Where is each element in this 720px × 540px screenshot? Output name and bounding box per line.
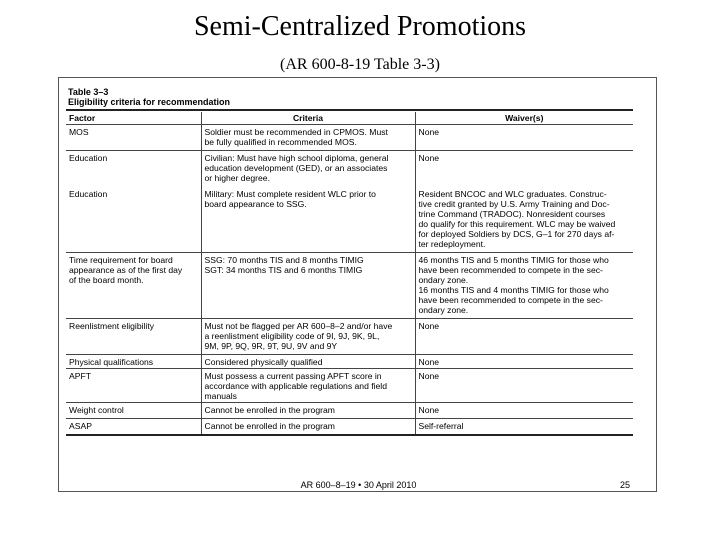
cell-waiver <box>415 369 633 403</box>
table-row <box>66 369 633 403</box>
cell-criteria: Must not be flagged per AR 600–8–2 and/or have a reenlistment eligibility code of 9I, 9J, 9K, 9L, 9M, 9P, 9Q, 9R, 9T, 9U, 9V and 9Y <box>201 319 415 355</box>
cell-factor: Reenlistment eligibility <box>66 319 201 355</box>
cell-criteria: Cannot be enrolled in the program <box>201 403 415 419</box>
table-row <box>66 355 633 369</box>
waiver-text: None <box>418 321 440 331</box>
table-row <box>66 151 633 187</box>
cell-criteria: Soldier must be recommended in CPMOS. Must be fully qualified in recommended MOS. <box>201 125 415 151</box>
cell-criteria: SSG: 70 months TIS and 8 months TIMIG SGT: 34 months TIS and 6 months TIMIG <box>201 253 415 319</box>
document-page <box>58 77 657 492</box>
cell-factor: Physical qualifications <box>66 355 201 369</box>
table-header-row <box>66 112 633 125</box>
waiver-text: None <box>418 371 440 381</box>
table-body <box>66 125 633 435</box>
cell-criteria: Military: Must complete resident WLC prior to board appearance to SSG. <box>201 187 415 253</box>
waiver-text: None <box>418 405 440 415</box>
slide-subtitle: (AR 600-8-19 Table 3-3) <box>280 56 440 73</box>
cell-factor: Education <box>69 153 108 163</box>
cell-waiver <box>415 253 633 319</box>
table-row <box>66 187 633 253</box>
cell-factor: ASAP <box>66 419 201 435</box>
table-row <box>66 419 633 435</box>
cell-factor: Time requirement for board appearance as of the first day of the board month. <box>66 253 201 319</box>
table-heading <box>68 87 230 107</box>
cell-criteria: Cannot be enrolled in the program <box>201 419 415 435</box>
table-row <box>66 319 633 355</box>
cell-waiver <box>415 151 633 187</box>
cell-factor: APFT <box>66 369 201 403</box>
cell-waiver <box>415 187 633 253</box>
cell-factor: Education <box>66 187 201 253</box>
waiver-text: None <box>418 153 440 163</box>
waiver-text: Resident BNCOC and WLC graduates. Construc- tive credit granted by U.S. Army Training and Doc- trine Command (TRADOC). Nonresident courses do qualify for this requirement. WLC may be waived for deployed Soldiers by DCS, G–1 for 270 days af- ter redeployment. <box>418 188 616 249</box>
cell-waiver <box>415 125 633 151</box>
waiver-text: None <box>418 127 440 137</box>
slide-title: Semi-Centralized Promotions <box>193 11 527 42</box>
cell-waiver <box>415 319 633 355</box>
cell-factor: Weight control <box>66 403 201 419</box>
table-row <box>66 403 633 419</box>
waiver-text: 16 months TIS and 4 months TIMIG for those who have been recommended to compete in the sec- ondary zone. <box>418 285 609 315</box>
page-number: 25 <box>619 480 630 490</box>
eligibility-table <box>66 112 633 436</box>
cell-waiver <box>415 355 633 369</box>
table-top-rule <box>66 109 633 111</box>
header-factor: Factor <box>66 112 201 125</box>
table-number: Table 3–3 <box>68 87 109 97</box>
cell-waiver <box>415 419 633 435</box>
cell-criteria: Must possess a current passing APFT score in accordance with applicable regulations and field manuals <box>201 369 415 403</box>
table-row <box>66 125 633 151</box>
table-row <box>66 253 633 319</box>
waiver-text: Self-referral <box>418 421 464 431</box>
header-criteria: Criteria <box>201 112 415 125</box>
page-footer: AR 600–8–19 • 30 April 2010 <box>300 480 417 490</box>
waiver-text: 46 months TIS and 5 months TIMIG for those who have been recommended to compete in the sec- ondary zone. <box>418 255 609 285</box>
cell-criteria: Considered physically qualified <box>201 355 415 369</box>
cell-factor: MOS <box>66 125 201 151</box>
cell-waiver <box>415 403 633 419</box>
header-waiver: Waiver(s) <box>415 112 633 125</box>
cell-criteria: Civilian: Must have high school diploma, general education development (GED), or an associates or higher degree. <box>201 151 415 187</box>
table-title: Eligibility criteria for recommendation <box>68 97 231 107</box>
waiver-text: None <box>418 357 440 367</box>
